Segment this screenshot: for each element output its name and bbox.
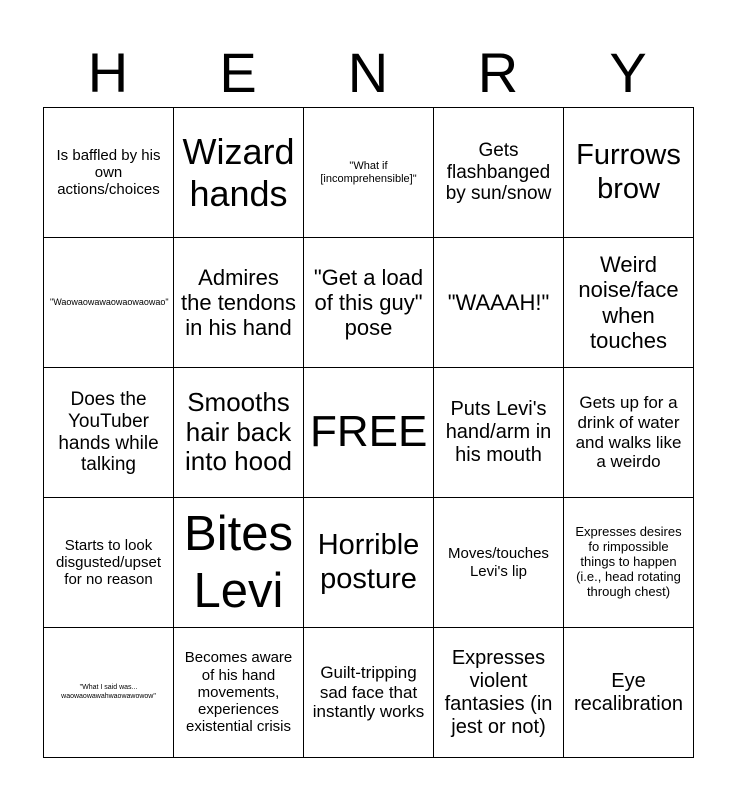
bingo-cell[interactable]: Expresses desires fo rimpossible things to happen (i.e., head rotating through chest) (564, 498, 694, 628)
bingo-row (44, 498, 694, 628)
bingo-row (44, 368, 694, 498)
bingo-cell[interactable]: "Get a load of this guy" pose (304, 238, 434, 368)
bingo-cell[interactable]: "WAAAH!" (434, 238, 564, 368)
bingo-header (43, 38, 693, 108)
bingo-row (44, 628, 694, 758)
bingo-row (44, 238, 694, 368)
bingo-cell[interactable]: Does the YouTuber hands while talking (44, 368, 174, 498)
bingo-cell[interactable]: Smooths hair back into hood (174, 368, 304, 498)
bingo-cell[interactable]: "What if [incomprehensible]" (304, 108, 434, 238)
header-letter-n: N (347, 41, 389, 104)
bingo-cell[interactable]: Becomes aware of his hand movements, experiences existential crisis (174, 628, 304, 758)
bingo-cell[interactable]: Gets up for a drink of water and walks like a weirdo (564, 368, 694, 498)
bingo-grid (43, 107, 694, 758)
bingo-cell[interactable]: Weird noise/face when touches (564, 238, 694, 368)
bingo-cell[interactable]: "Waowaowawaowaowaowao" (44, 238, 174, 368)
bingo-cell[interactable]: Gets flashbanged by sun/snow (434, 108, 564, 238)
bingo-cell[interactable]: Furrows brow (564, 108, 694, 238)
bingo-row (44, 108, 694, 238)
bingo-cell[interactable]: Guilt-tripping sad face that instantly works (304, 628, 434, 758)
bingo-cell[interactable]: Expresses violent fantasies (in jest or not) (434, 628, 564, 758)
bingo-cell[interactable]: Puts Levi's hand/arm in his mouth (434, 368, 564, 498)
header-letter-e: E (219, 41, 257, 104)
bingo-cell[interactable]: Wizard hands (174, 108, 304, 238)
bingo-cell[interactable]: Is baffled by his own actions/choices (44, 108, 174, 238)
free-space-cell[interactable]: FREE (304, 368, 434, 498)
bingo-cell[interactable]: Eye recalibration (564, 628, 694, 758)
header-letter-h: H (87, 41, 129, 104)
bingo-cell[interactable]: Moves/touches Levi's lip (434, 498, 564, 628)
bingo-cell[interactable]: Horrible posture (304, 498, 434, 628)
bingo-cell[interactable]: Bites Levi (174, 498, 304, 628)
header-letter-y: Y (609, 41, 647, 104)
bingo-cell[interactable]: Starts to look disgusted/upset for no reason (44, 498, 174, 628)
bingo-cell[interactable]: "What I said was... waowaowawahwaowawowow" (44, 628, 174, 758)
bingo-cell[interactable]: Admires the tendons in his hand (174, 238, 304, 368)
header-letter-r: R (477, 41, 519, 104)
